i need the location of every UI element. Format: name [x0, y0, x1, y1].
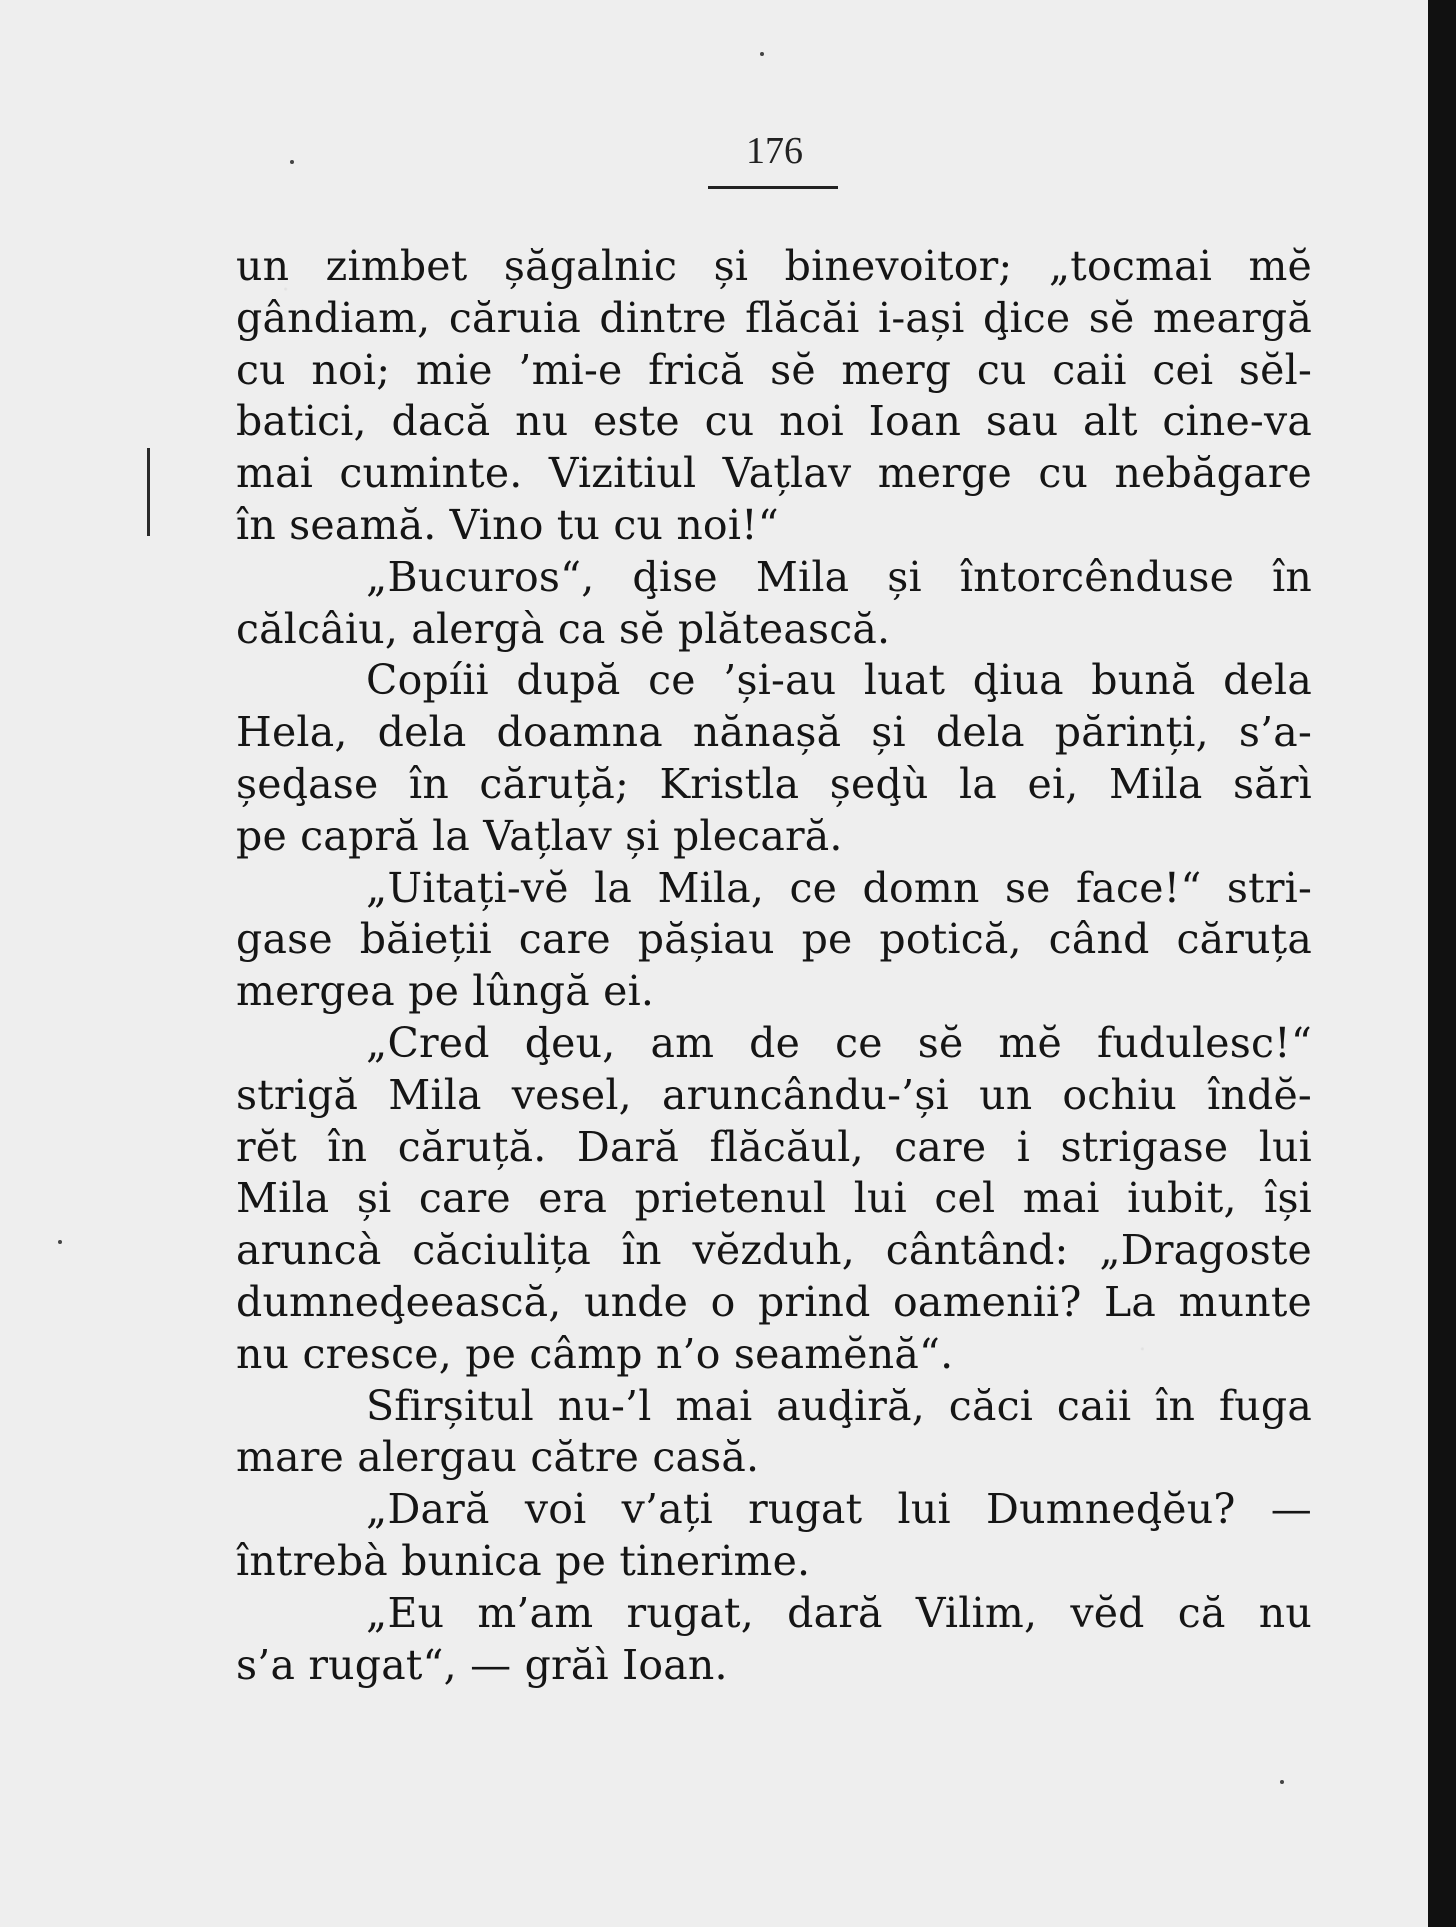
- body-text: [236, 241, 1312, 1691]
- text-line: șeḑase în căruță; Kristla șeḑù la ei, Mila sărì: [236, 759, 1312, 808]
- text-line: mergea pe lûngă ei.: [236, 967, 655, 1016]
- text-line: Copíii după ce ’și-au luat ḑiua bună dela: [366, 656, 1312, 705]
- text-line: pe capră la Vațlav și plecară.: [236, 811, 843, 860]
- text-line: rĕt în căruță. Dară flăcăul, care i strigase lui: [236, 1122, 1312, 1171]
- text-line: călcâiu, alergà ca sĕ plătească.: [236, 604, 891, 653]
- scan-speck: [760, 52, 764, 56]
- text-line: un zimbet șăgalnic și binevoitor; „tocmai mĕ: [236, 242, 1312, 290]
- text-line: nu cresce, pe câmp n’o seamĕnă“.: [236, 1329, 954, 1378]
- page-number-rule: [708, 186, 838, 189]
- text-line: Mila și care era prietenul lui cel mai iubit, își: [236, 1174, 1312, 1223]
- text-line: mare alergau către casă.: [236, 1433, 760, 1482]
- text-line: strigă Mila vesel, aruncându-’și un ochiu îndĕ-: [236, 1070, 1312, 1119]
- text-line: „Uitați-vĕ la Mila, ce domn se face!“ stri-: [366, 863, 1312, 912]
- text-line: „Dară voi v’ați rugat lui Dumneḑĕu? —: [366, 1485, 1312, 1534]
- text-line: întrebà bunica pe tinerime.: [236, 1536, 811, 1585]
- text-line: Sfirșitul nu-’l mai auḑiră, căci caii în fuga: [366, 1381, 1312, 1430]
- page-number: 176: [746, 130, 803, 172]
- margin-mark: [147, 448, 150, 536]
- scan-speck: [1280, 1780, 1284, 1784]
- scan-speck: [290, 160, 294, 164]
- text-line: gândiam, căruia dintre flăcăi i-ași ḑice sĕ meargă: [236, 293, 1312, 342]
- text-line: gase băieții care pășiau pe potică, când căruța: [236, 915, 1312, 964]
- scan-speck: [58, 1240, 62, 1244]
- text-line: Hela, dela doamna nănașă și dela părinți, s’a-: [236, 708, 1312, 757]
- text-line: „Bucuros“, ḑise Mila și întorcênduse în: [366, 552, 1312, 601]
- text-line: mai cuminte. Vizitiul Vațlav merge cu nebăgare: [236, 449, 1312, 498]
- text-line: în seamă. Vino tu cu noi!“: [236, 500, 779, 549]
- text-line: dumneḑeească, unde o prind oamenii? La munte: [236, 1277, 1312, 1326]
- text-line: cu noi; mie ’mi-e frică sĕ merg cu caii cei sĕl-: [236, 345, 1312, 394]
- text-line: s’a rugat“, — grăì Ioan.: [236, 1640, 728, 1689]
- page-edge-shadow: [1428, 0, 1456, 1927]
- text-line: batici, dacă nu este cu noi Ioan sau alt cine-va: [236, 397, 1312, 446]
- text-line: aruncà căciulița în vĕzduh, cântând: „Dragoste: [236, 1226, 1312, 1275]
- text-line: „Cred ḑeu, am de ce sĕ mĕ fudulesc!“: [366, 1018, 1312, 1067]
- text-line: „Eu m’am rugat, dară Vilim, vĕd că nu: [366, 1588, 1312, 1637]
